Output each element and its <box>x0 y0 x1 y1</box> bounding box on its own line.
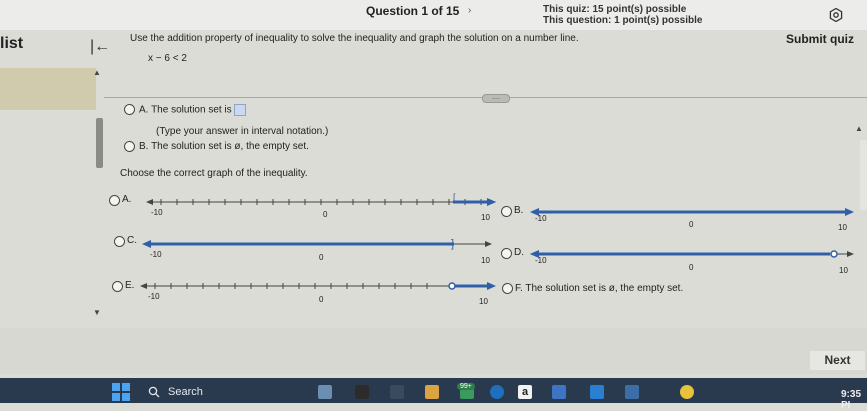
graph-a-min-label: -10 <box>151 208 163 217</box>
graph-b-min-label: -10 <box>535 214 547 223</box>
taskbar-app-icon-8[interactable] <box>552 385 566 399</box>
letter-app-icon[interactable]: a <box>518 385 532 399</box>
edge-icon[interactable] <box>490 385 504 399</box>
expand-more-button[interactable]: .... <box>482 94 510 103</box>
interval-answer-input[interactable] <box>234 104 246 116</box>
graph-a-letter: A. <box>122 194 132 205</box>
question-list-label: list <box>0 35 24 52</box>
graph-a-zero-label: 0 <box>323 210 328 219</box>
graph-c-max-label: 10 <box>481 256 490 265</box>
graph-b-max-label: 10 <box>838 223 847 232</box>
settings-icon[interactable] <box>829 8 843 22</box>
radio-graph-c[interactable] <box>114 236 125 247</box>
taskbar-app-icon-10[interactable] <box>625 385 639 399</box>
notification-badge: 99+ <box>457 383 475 390</box>
question-instruction: Use the addition property of inequality to solve the inequality and graph the solution on a number line. <box>130 33 579 44</box>
number-line-c <box>142 234 494 260</box>
graph-e-letter: E. <box>125 280 135 291</box>
graph-b-zero-label: 0 <box>689 220 694 229</box>
graph-d-zero-label: 0 <box>689 263 694 272</box>
option-b-text: The solution set is ø, the empty set. <box>151 141 309 152</box>
graph-e-min-label: -10 <box>148 292 160 301</box>
sidebar-item-current[interactable] <box>0 68 96 110</box>
option-a-text: The solution set is <box>151 104 232 116</box>
weather-icon[interactable] <box>680 385 694 399</box>
radio-graph-a[interactable] <box>109 195 120 206</box>
graph-d-letter: D. <box>514 247 524 258</box>
taskbar-app-icon-2[interactable] <box>355 385 369 399</box>
graph-c-letter: C. <box>127 235 137 246</box>
radio-graph-e[interactable] <box>112 281 123 292</box>
taskbar-app-icon-9[interactable] <box>590 385 604 399</box>
graph-d-min-label: -10 <box>535 256 547 265</box>
graph-a-max-label: 10 <box>481 213 490 222</box>
graph-e-max-label: 10 <box>479 297 488 306</box>
graph-c-min-label: -10 <box>150 250 162 259</box>
search-icon[interactable] <box>148 386 160 398</box>
graph-c-zero-label: 0 <box>319 253 324 262</box>
scroll-down-icon[interactable]: ▼ <box>93 308 101 317</box>
graph-e-zero-label: 0 <box>319 295 324 304</box>
graph-d-max-label: 10 <box>839 266 848 275</box>
next-button[interactable]: Next <box>810 351 865 370</box>
submit-quiz-button[interactable]: Submit quiz <box>786 32 854 46</box>
svg-text:]: ] <box>451 238 455 250</box>
windows-start-icon[interactable] <box>112 383 130 401</box>
taskbar-clock: 9:35 PI <box>841 389 862 411</box>
taskbar-search-label[interactable]: Search <box>168 386 203 398</box>
radio-option-a[interactable] <box>124 104 135 115</box>
question-number: Question 1 of 15 <box>366 4 460 18</box>
sidebar-scrollbar[interactable] <box>96 118 103 168</box>
option-a-letter: A. <box>139 104 149 116</box>
quiz-info <box>543 4 702 26</box>
svg-text:[: [ <box>453 192 456 202</box>
option-b <box>139 141 309 152</box>
graph-f-letter: F. <box>515 283 523 294</box>
folder-icon[interactable] <box>425 385 439 399</box>
radio-graph-b[interactable] <box>501 206 512 217</box>
graph-prompt: Choose the correct graph of the inequality. <box>120 168 308 179</box>
option-b-letter: B. <box>139 141 149 152</box>
option-a-hint: (Type your answer in interval notation.) <box>156 126 329 137</box>
inequality-expression: x − 6 < 2 <box>148 53 187 64</box>
footer-bar <box>0 328 867 374</box>
option-a <box>139 104 246 116</box>
option-f <box>515 283 683 294</box>
quiz-points: This quiz: 15 point(s) possible <box>543 4 687 15</box>
radio-option-b[interactable] <box>124 141 135 152</box>
number-line-a <box>146 192 498 218</box>
taskbar-app-icon-1[interactable] <box>318 385 332 399</box>
question-dropdown-icon[interactable]: › <box>468 5 472 16</box>
collapse-sidebar-icon[interactable]: |← <box>90 38 111 55</box>
radio-graph-d[interactable] <box>501 248 512 259</box>
scroll-up-icon[interactable]: ▲ <box>93 68 101 77</box>
question-points: This question: 1 point(s) possible <box>543 15 703 26</box>
right-scroll-up-icon[interactable]: ▲ <box>855 124 863 133</box>
graph-b-letter: B. <box>514 205 524 216</box>
taskbar-app-icon-3[interactable] <box>390 385 404 399</box>
content-scrollbar[interactable] <box>860 140 867 210</box>
graph-f-text: The solution set is ø, the empty set. <box>525 283 684 294</box>
radio-graph-f[interactable] <box>502 283 513 294</box>
